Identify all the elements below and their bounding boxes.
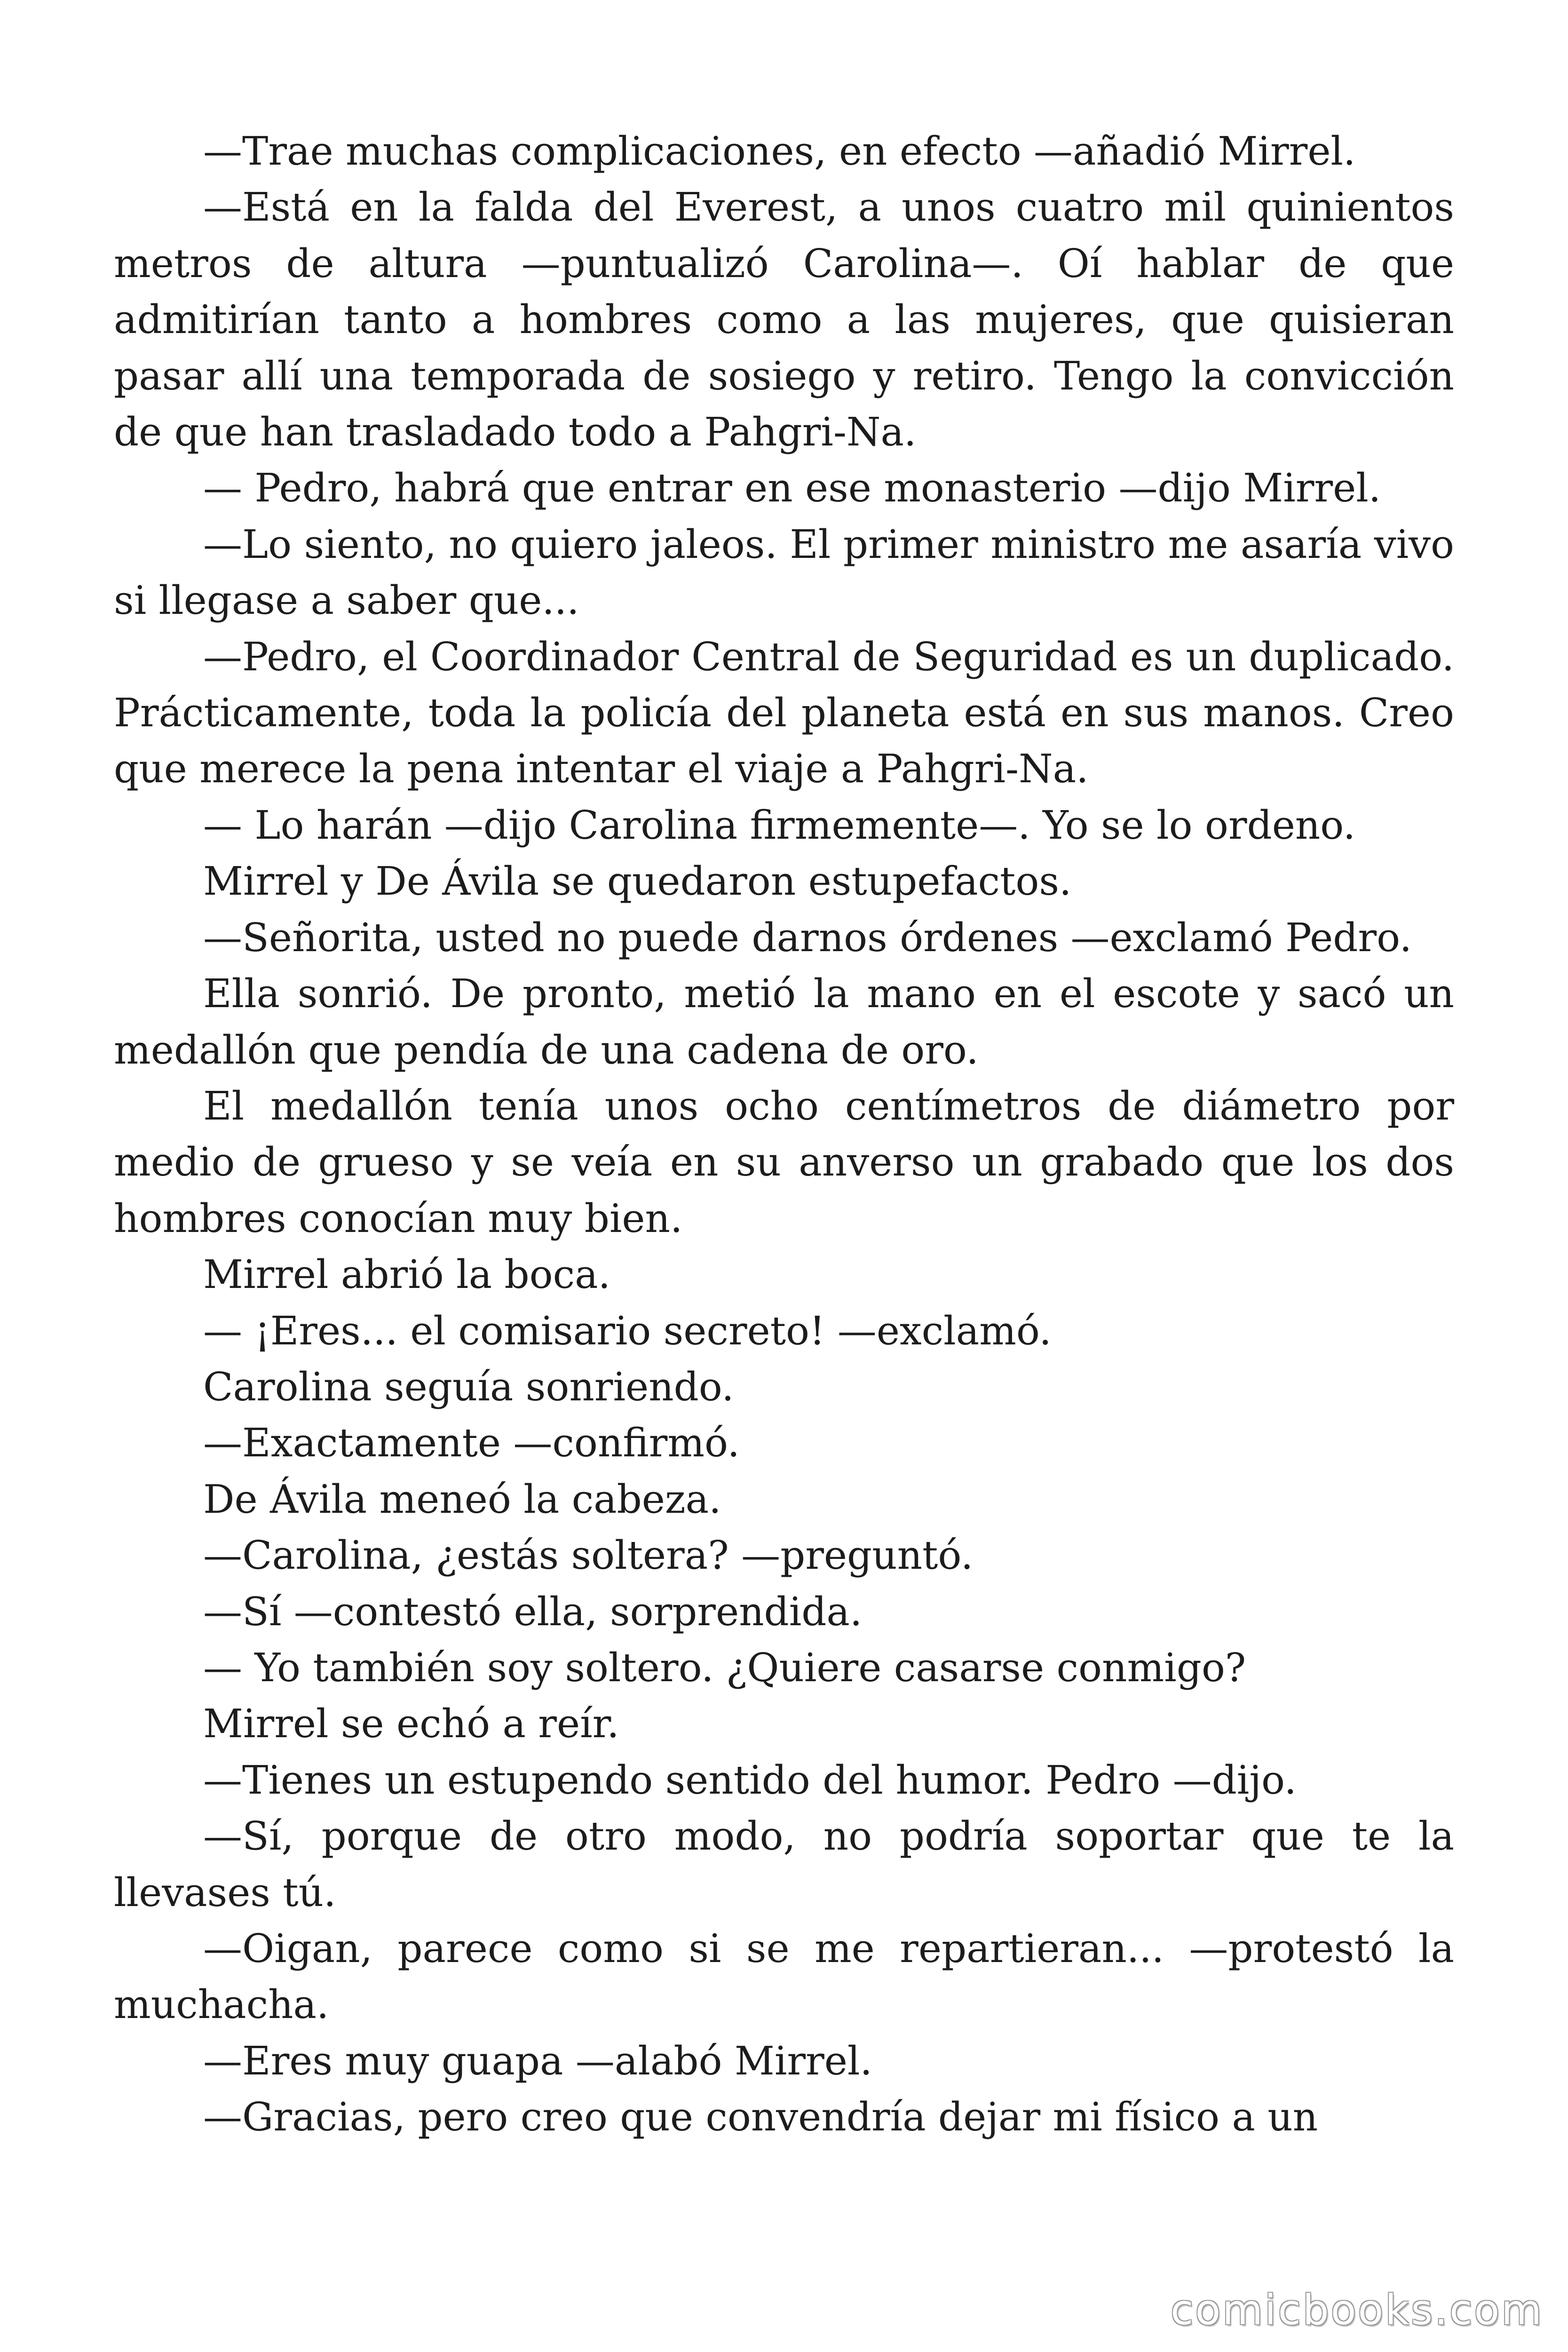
paragraph: — Yo también soy soltero. ¿Quiere casarse conmigo? bbox=[203, 1645, 1246, 1691]
paragraph: —Gracias, pero creo que convendría dejar mi físico a un bbox=[203, 2094, 1318, 2140]
paragraph: —Eres muy guapa —alabó Mirrel. bbox=[203, 2038, 872, 2084]
paragraph: —Está en la falda del Everest, a unos cuatro mil quinientos metros de altura —puntualizó Carolina—. Oí hablar de que admitirían tanto a hombres como a las mujeres, que quisieran pasar allí una temporada de sosiego y retiro. Tengo la convicción de que han trasladado todo a Pahgri-Na. bbox=[114, 184, 1454, 455]
paragraph: — Pedro, habrá que entrar en ese monasterio —dijo Mirrel. bbox=[203, 465, 1381, 511]
watermark: comicbooks.com bbox=[1170, 2286, 1544, 2334]
paragraph: Ella sonrió. De pronto, metió la mano en el escote y sacó un medallón que pendía de una cadena de oro. bbox=[114, 971, 1454, 1073]
paragraph: —Pedro, el Coordinador Central de Seguridad es un duplicado. Prácticamente, toda la policía del planeta está en sus manos. Creo que merece la pena intentar el viaje a Pahgri-Na. bbox=[114, 634, 1454, 792]
paragraph: —Tienes un estupendo sentido del humor. Pedro —dijo. bbox=[203, 1757, 1297, 1803]
page-body bbox=[114, 123, 1454, 2145]
paragraph: — Lo harán —dijo Carolina firmemente—. Yo se lo ordeno. bbox=[203, 802, 1356, 848]
paragraph: Mirrel abrió la boca. bbox=[203, 1252, 610, 1298]
paragraph: —Sí, porque de otro modo, no podría soportar que te la llevases tú. bbox=[114, 1813, 1454, 1915]
paragraph: —Sí —contestó ella, sorprendida. bbox=[203, 1589, 863, 1635]
paragraph: De Ávila meneó la cabeza. bbox=[203, 1476, 721, 1522]
paragraph: —Carolina, ¿estás soltera? —preguntó. bbox=[203, 1533, 974, 1579]
paragraph: —Señorita, usted no puede darnos órdenes —exclamó Pedro. bbox=[203, 914, 1412, 961]
paragraph: Carolina seguía sonriendo. bbox=[203, 1364, 734, 1410]
paragraph: —Trae muchas complicaciones, en efecto —añadió Mirrel. bbox=[203, 128, 1356, 174]
paragraph: —Lo siento, no quiero jaleos. El primer ministro me asaría vivo si llegase a saber que... bbox=[114, 521, 1454, 624]
paragraph: Mirrel y De Ávila se quedaron estupefactos. bbox=[203, 858, 1072, 905]
paragraph: Mirrel se echó a reír. bbox=[203, 1701, 619, 1747]
paragraph: —Exactamente —confirmó. bbox=[203, 1420, 740, 1466]
paragraph: — ¡Eres... el comisario secreto! —exclamó. bbox=[203, 1308, 1052, 1354]
paragraph: El medallón tenía unos ocho centímetros de diámetro por medio de grueso y se veía en su anverso un grabado que los dos hombres conocían muy bien. bbox=[114, 1083, 1454, 1241]
paragraph: —Oigan, parece como si se me repartieran... —protestó la muchacha. bbox=[114, 1926, 1454, 2028]
